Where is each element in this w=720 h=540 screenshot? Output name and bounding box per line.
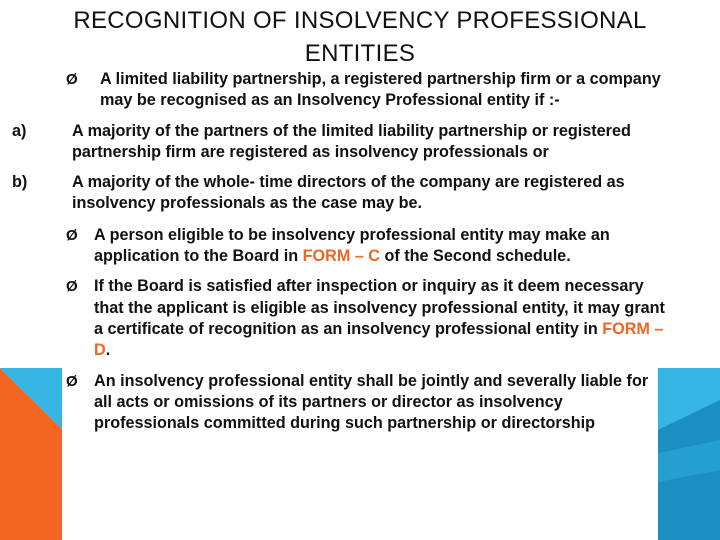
slide-title: RECOGNITION OF INSOLVENCY PROFESSIONAL ENTITIES: [73, 7, 647, 67]
bullet-text-end: .: [105, 341, 111, 360]
bullet-item: [68, 371, 668, 435]
bullet-text: If the Board is satisfied after inspection or inquiry as it deem necessary that the applicant is eligible as insolvency professional entity, it may grant a certificate of recognition as an insolvency professional entity in: [94, 277, 665, 338]
bullet-text: A limited liability partnership, a registered partnership firm or a company may be recognised as an Insolvency Professional entity if :-: [100, 70, 661, 110]
slide-body: [12, 69, 668, 434]
form-reference: FORM – C: [302, 247, 380, 266]
bullet-text-end: of the Second schedule.: [380, 247, 571, 266]
form-reference: FORM – D: [94, 319, 664, 360]
letter-marker: a): [12, 121, 27, 140]
arrowhead-bullet-icon: Ø: [66, 71, 78, 88]
lettered-text: A majority of the partners of the limited liability partnership or registered partnership firm are registered as insolvency professionals or: [72, 121, 631, 161]
lettered-item-b: [12, 172, 668, 215]
arrowhead-bullet-icon: Ø: [66, 278, 78, 296]
lettered-text: A majority of the whole- time directors of the company are registered as insolvency professionals as the case may be.: [72, 173, 625, 213]
bullet-text: A person eligible to be insolvency professional entity may make an application to the Board in: [94, 225, 610, 266]
bullet-item: [68, 69, 668, 112]
bullet-item: [68, 225, 668, 268]
arrowhead-bullet-icon: Ø: [66, 372, 78, 390]
bullet-item: [68, 276, 668, 361]
lettered-item-a: [12, 121, 668, 164]
arrowhead-bullet-icon: Ø: [66, 226, 78, 244]
letter-marker: b): [12, 173, 28, 192]
bullet-text: An insolvency professional entity shall be jointly and severally liable for all acts or omissions of its partners or director as insolvency professionals committed during such partnership or directorship: [94, 371, 649, 433]
